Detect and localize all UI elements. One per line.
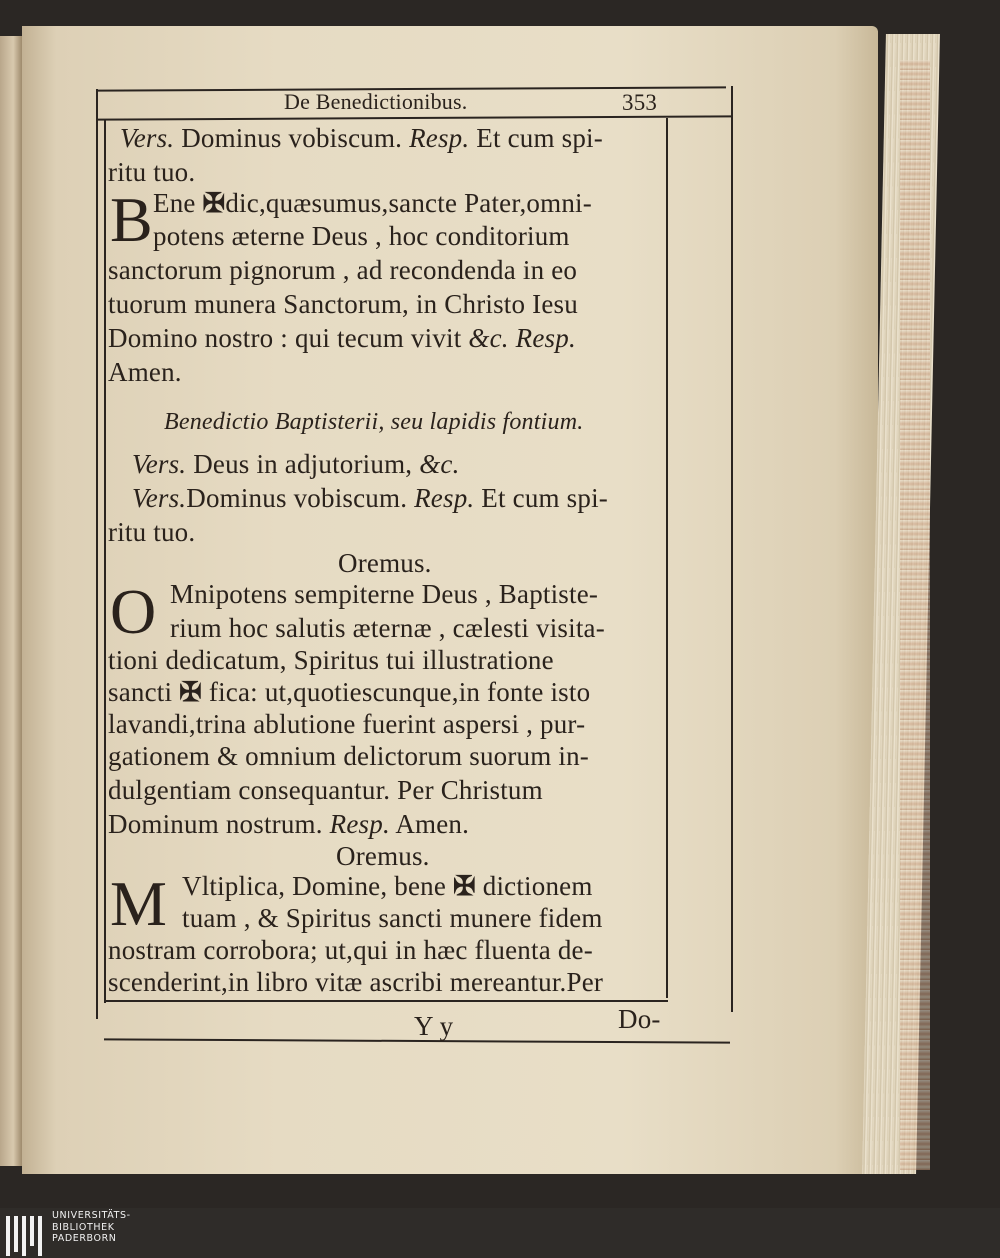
text-line-23: scenderint,in libro vitæ ascribi mereantur.Per [108,967,604,997]
text-line-4: potens æterne Deus , hoc conditorium [153,221,570,251]
text-line-9: Vers. Deus in adjutorium, &c. [132,449,460,479]
running-title: De Benedictionibus. [284,89,468,114]
text-line-2: ritu tuo. [108,157,196,187]
library-name: UNIVERSITÄTS- BIBLIOTHEK PADERBORN [52,1210,131,1244]
drop-initial-b: B [110,184,153,255]
text-line-12: Mnipotens sempiterne Deus , Baptiste- [170,579,599,609]
text-line-5: sanctorum pignorum , ad recondenda in eo [108,255,578,285]
cross-icon: ✠ [452,871,476,901]
text-line-21: tuam , & Spiritus sancti munere fidem [182,903,603,933]
text-line-22: nostram corrobora; ut,qui in hæc fluenta de- [108,935,593,965]
versicle-mark: Vers. [120,123,175,153]
section-title: Benedictio Baptisterii, seu lapidis fontium. [164,409,584,435]
text-bottom-rule [104,1000,668,1002]
left-frame-rule-outer [96,89,98,1019]
oremus-heading-1: Oremus. [338,548,432,578]
catchword: Do- [618,1004,661,1034]
text-line-13: rium hoc salutis æternæ , cælesti visita- [170,613,605,643]
text-line-19: Dominum nostrum. Resp. Amen. [108,809,470,839]
library-logo-icon [6,1216,42,1256]
text-line-15: sancti ✠ fica: ut,quotiescunque,in fonte isto [108,677,591,707]
text-line-3: Ene ✠dic,quæsumus,sancte Pater,omni- [153,188,592,218]
signature-mark: Y y [414,1011,454,1041]
text-line-17: gationem & omnium delictorum suorum in- [108,741,589,771]
library-footer [0,1208,1000,1258]
page-number: 353 [622,90,658,115]
text-line-6: tuorum munera Sanctorum, in Christo Iesu [108,289,578,319]
oremus-heading-2: Oremus. [336,841,430,871]
text-line-1: Vers. Dominus vobiscum. Resp. Et cum spi- [120,123,603,153]
text-line-18: dulgentiam consequantur. Per Christum [108,775,543,805]
text-line-20: Vltiplica, Domine, bene ✠ dictionem [182,871,593,901]
drop-initial-m: M [110,868,167,939]
right-frame-rule-outer [731,86,733,1012]
text-line-8: Amen. [108,357,182,387]
response-mark: Resp. [409,123,470,153]
text-line-10: Vers.Dominus vobiscum. Resp. Et cum spi- [132,483,608,513]
drop-initial-o: O [110,576,157,647]
text-line-7: Domino nostro : qui tecum vivit &c. Resp. [108,323,576,353]
text-line-14: tioni dedicatum, Spiritus tui illustratione [108,645,554,675]
text-line-16: lavandi,trina ablutione fuerint aspersi , pur- [108,709,586,739]
right-frame-rule-inner [666,118,668,998]
left-page-edge [0,36,22,1166]
left-frame-rule-inner [104,119,106,1003]
text-line-11: ritu tuo. [108,517,196,547]
cross-icon: ✠ [179,677,202,707]
speckled-edge [900,60,930,1170]
cross-icon: ✠ [202,188,226,218]
